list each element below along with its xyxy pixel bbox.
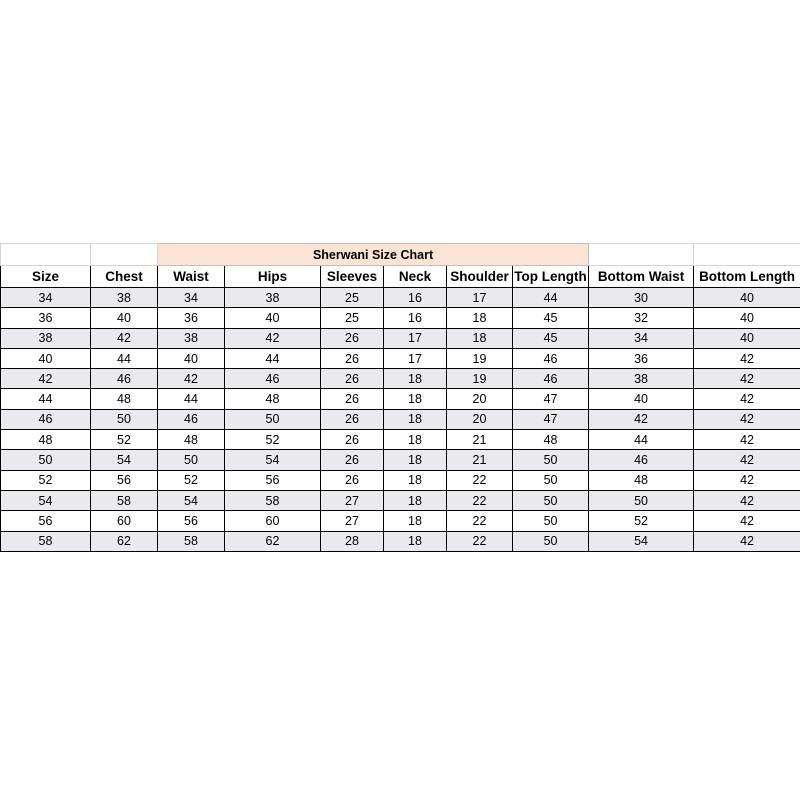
table-cell: 22 (447, 531, 513, 551)
table-cell: 26 (321, 430, 384, 450)
table-cell: 54 (225, 450, 321, 470)
table-cell: 20 (447, 389, 513, 409)
column-header-top-length: Top Length (513, 266, 589, 288)
table-row (1, 308, 800, 328)
table-cell: 18 (384, 409, 447, 429)
table-cell: 40 (1, 348, 91, 368)
table-row (1, 288, 800, 308)
table-cell: 21 (447, 430, 513, 450)
table-cell: 62 (225, 531, 321, 551)
table-cell: 40 (694, 328, 800, 348)
table-cell: 38 (91, 288, 158, 308)
table-cell: 27 (321, 511, 384, 531)
table-cell: 44 (225, 348, 321, 368)
table-cell: 46 (589, 450, 694, 470)
table-cell: 50 (513, 450, 589, 470)
table-cell: 42 (694, 490, 800, 510)
column-header-size: Size (1, 266, 91, 288)
column-header-waist: Waist (158, 266, 225, 288)
table-cell: 26 (321, 389, 384, 409)
table-cell: 36 (158, 308, 225, 328)
table-cell: 40 (158, 348, 225, 368)
empty-cell (1, 244, 91, 266)
table-cell: 19 (447, 369, 513, 389)
table-cell: 52 (1, 470, 91, 490)
table-cell: 44 (513, 288, 589, 308)
empty-cell (589, 244, 694, 266)
column-header-hips: Hips (225, 266, 321, 288)
table-cell: 46 (1, 409, 91, 429)
empty-cell (91, 244, 158, 266)
table-cell: 26 (321, 450, 384, 470)
table-cell: 17 (384, 348, 447, 368)
table-cell: 38 (225, 288, 321, 308)
table-cell: 36 (589, 348, 694, 368)
table-cell: 17 (384, 328, 447, 348)
title-row (1, 244, 800, 266)
table-cell: 48 (1, 430, 91, 450)
table-cell: 42 (694, 470, 800, 490)
table-row (1, 348, 800, 368)
table-cell: 50 (513, 531, 589, 551)
table-cell: 50 (513, 490, 589, 510)
table-cell: 19 (447, 348, 513, 368)
table-cell: 50 (513, 470, 589, 490)
table-cell: 40 (589, 389, 694, 409)
table-cell: 50 (589, 490, 694, 510)
table-cell: 50 (91, 409, 158, 429)
table-cell: 48 (589, 470, 694, 490)
table-cell: 54 (91, 450, 158, 470)
chart-title: Sherwani Size Chart (158, 244, 589, 266)
table-cell: 18 (384, 389, 447, 409)
table-cell: 48 (225, 389, 321, 409)
table-row (1, 531, 800, 551)
table-cell: 38 (589, 369, 694, 389)
table-cell: 58 (158, 531, 225, 551)
table-cell: 27 (321, 490, 384, 510)
table-cell: 26 (321, 328, 384, 348)
table-cell: 45 (513, 308, 589, 328)
table-cell: 54 (1, 490, 91, 510)
table-row (1, 470, 800, 490)
table-cell: 48 (513, 430, 589, 450)
column-header-shoulder: Shoulder (447, 266, 513, 288)
table-cell: 36 (1, 308, 91, 328)
table-cell: 42 (1, 369, 91, 389)
table-cell: 25 (321, 288, 384, 308)
column-header-bottom-length: Bottom Length (694, 266, 800, 288)
header-row (1, 266, 800, 288)
table-cell: 52 (589, 511, 694, 531)
table-cell: 48 (91, 389, 158, 409)
table-row (1, 389, 800, 409)
table-cell: 18 (384, 511, 447, 531)
table-cell: 34 (158, 288, 225, 308)
table-cell: 50 (513, 511, 589, 531)
table-cell: 42 (694, 511, 800, 531)
table-body (1, 288, 800, 552)
table-cell: 42 (694, 369, 800, 389)
table-cell: 52 (91, 430, 158, 450)
table-cell: 44 (91, 348, 158, 368)
table-cell: 26 (321, 369, 384, 389)
table-cell: 34 (589, 328, 694, 348)
table-cell: 46 (225, 369, 321, 389)
table-cell: 45 (513, 328, 589, 348)
table-cell: 18 (384, 531, 447, 551)
table-cell: 54 (589, 531, 694, 551)
table-cell: 18 (384, 490, 447, 510)
table-cell: 60 (91, 511, 158, 531)
table-cell: 42 (694, 409, 800, 429)
table-cell: 47 (513, 409, 589, 429)
table-row (1, 409, 800, 429)
table-cell: 26 (321, 348, 384, 368)
table-cell: 22 (447, 511, 513, 531)
table-cell: 52 (225, 430, 321, 450)
table-cell: 42 (91, 328, 158, 348)
table-cell: 58 (91, 490, 158, 510)
table-cell: 17 (447, 288, 513, 308)
table-cell: 42 (694, 430, 800, 450)
table-cell: 18 (384, 450, 447, 470)
table-row (1, 450, 800, 470)
table-cell: 50 (158, 450, 225, 470)
table-cell: 16 (384, 308, 447, 328)
table-cell: 44 (589, 430, 694, 450)
table-row (1, 511, 800, 531)
table-cell: 46 (513, 348, 589, 368)
table-cell: 30 (589, 288, 694, 308)
table-cell: 42 (694, 450, 800, 470)
table-cell: 42 (694, 531, 800, 551)
table-cell: 56 (158, 511, 225, 531)
table-cell: 26 (321, 409, 384, 429)
table-cell: 38 (1, 328, 91, 348)
table-cell: 18 (384, 369, 447, 389)
table-cell: 18 (384, 430, 447, 450)
table-cell: 62 (91, 531, 158, 551)
table-cell: 32 (589, 308, 694, 328)
table-row (1, 430, 800, 450)
table-cell: 50 (1, 450, 91, 470)
table-cell: 52 (158, 470, 225, 490)
size-chart-sheet (0, 243, 800, 552)
table-cell: 18 (447, 328, 513, 348)
table-cell: 42 (694, 348, 800, 368)
table-cell: 44 (158, 389, 225, 409)
table-cell: 46 (513, 369, 589, 389)
table-cell: 58 (1, 531, 91, 551)
table-cell: 22 (447, 470, 513, 490)
table-cell: 20 (447, 409, 513, 429)
table-cell: 58 (225, 490, 321, 510)
table-row (1, 369, 800, 389)
table-cell: 21 (447, 450, 513, 470)
empty-cell (694, 244, 800, 266)
table-cell: 50 (225, 409, 321, 429)
table-cell: 40 (694, 288, 800, 308)
table-cell: 18 (384, 470, 447, 490)
table-row (1, 328, 800, 348)
table-cell: 38 (158, 328, 225, 348)
table-cell: 40 (694, 308, 800, 328)
table-cell: 42 (589, 409, 694, 429)
table-cell: 22 (447, 490, 513, 510)
table-cell: 34 (1, 288, 91, 308)
table-cell: 42 (225, 328, 321, 348)
table-row (1, 490, 800, 510)
column-header-sleeves: Sleeves (321, 266, 384, 288)
table-cell: 47 (513, 389, 589, 409)
table-cell: 46 (91, 369, 158, 389)
column-header-chest: Chest (91, 266, 158, 288)
table-cell: 40 (91, 308, 158, 328)
column-header-neck: Neck (384, 266, 447, 288)
table-cell: 40 (225, 308, 321, 328)
table-cell: 26 (321, 470, 384, 490)
table-cell: 42 (694, 389, 800, 409)
table-cell: 44 (1, 389, 91, 409)
table-cell: 56 (225, 470, 321, 490)
table-cell: 56 (91, 470, 158, 490)
table-cell: 60 (225, 511, 321, 531)
table-cell: 16 (384, 288, 447, 308)
table-cell: 54 (158, 490, 225, 510)
table-cell: 25 (321, 308, 384, 328)
column-header-bottom-waist: Bottom Waist (589, 266, 694, 288)
table-cell: 56 (1, 511, 91, 531)
size-chart-table (0, 243, 800, 552)
table-cell: 18 (447, 308, 513, 328)
table-cell: 42 (158, 369, 225, 389)
table-cell: 48 (158, 430, 225, 450)
table-cell: 28 (321, 531, 384, 551)
table-cell: 46 (158, 409, 225, 429)
